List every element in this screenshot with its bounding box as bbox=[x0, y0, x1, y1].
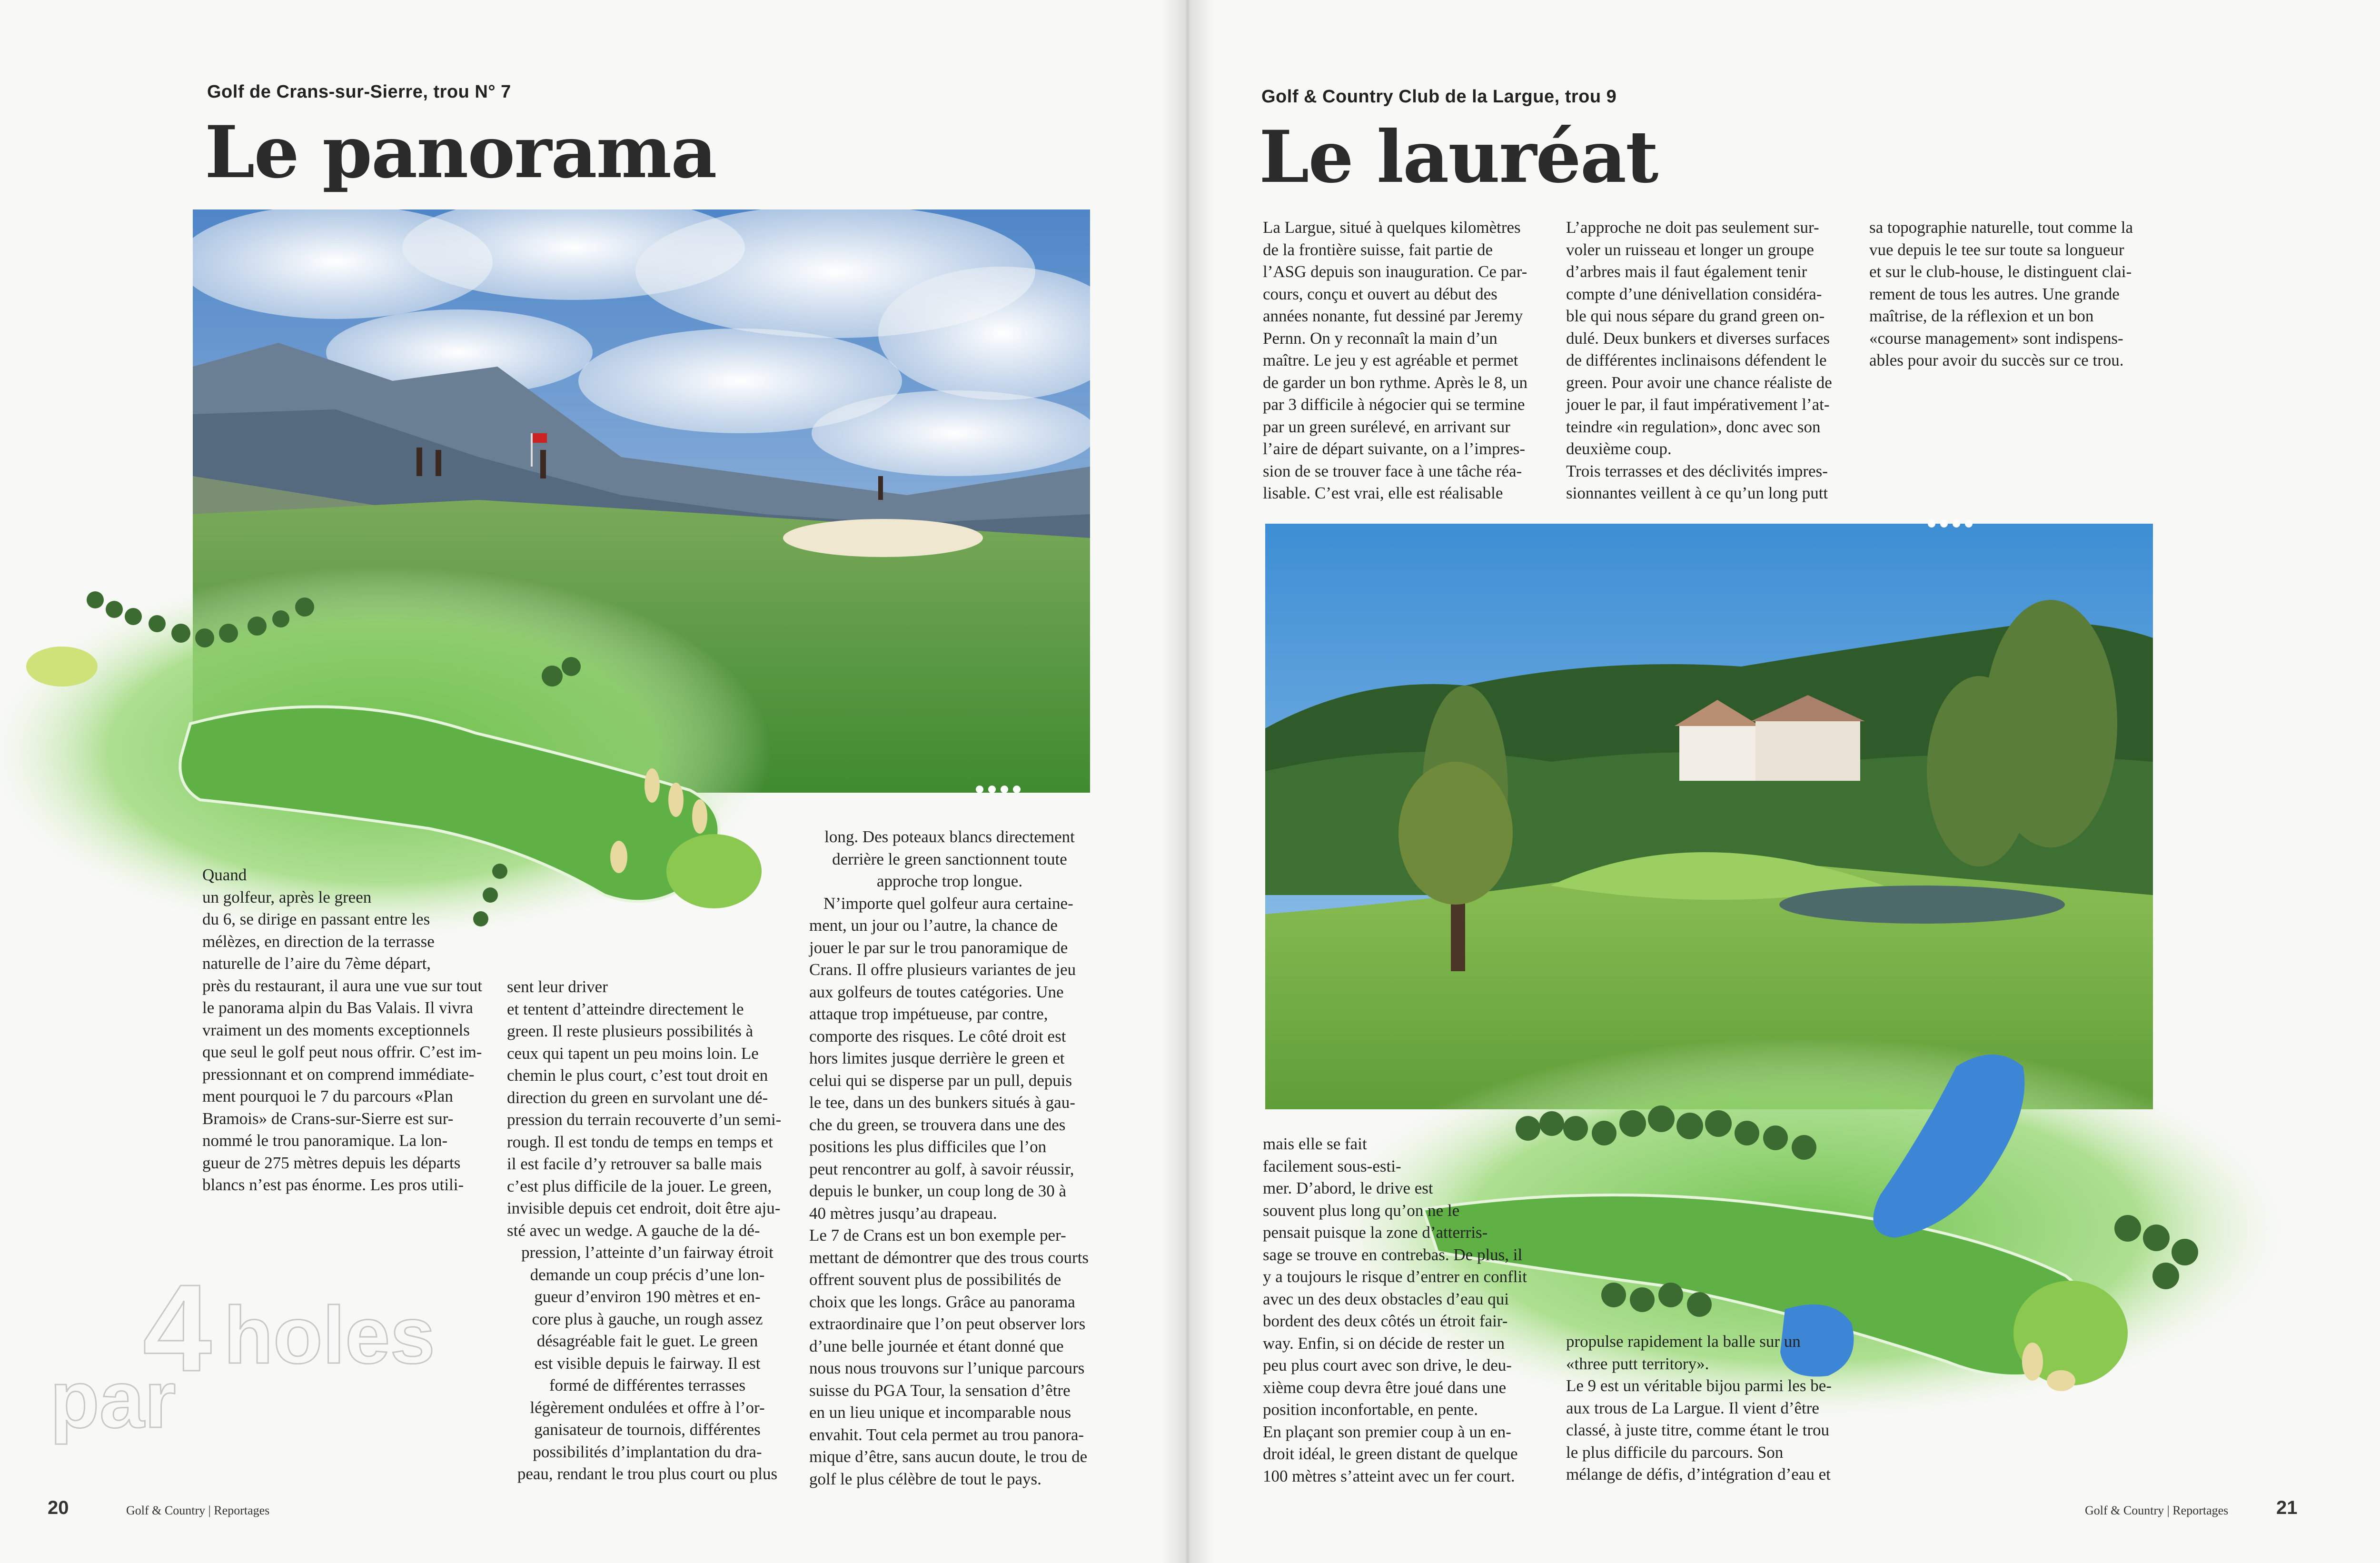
col-line: l’ASG depuis son inauguration. Ce par- bbox=[1263, 262, 1527, 281]
clubhouse-golf-photo bbox=[1265, 524, 2153, 1109]
col-line: vue depuis le tee sur toute sa longueur bbox=[1869, 240, 2124, 259]
col-line: teindre «in regulation», donc avec son bbox=[1566, 417, 1821, 436]
ornament-word-holes: holes bbox=[224, 1290, 436, 1381]
col-line: bordent des deux côtés un étroit fair- bbox=[1263, 1312, 1508, 1330]
col-line: offrent souvent plus de possibilités de bbox=[809, 1270, 1061, 1289]
left-page bbox=[0, 0, 1185, 1563]
col-line: position inconfortable, en pente. bbox=[1263, 1400, 1478, 1419]
col-line: sté avec un wedge. A gauche de la dé- bbox=[507, 1221, 760, 1240]
col-line: c’est plus difficile de la jouer. Le green, bbox=[507, 1176, 772, 1195]
col-line: voler un ruisseau et longer un groupe bbox=[1566, 240, 1814, 259]
col-line: «course management» sont indispens- bbox=[1869, 329, 2123, 348]
col-line: facilement sous-esti- bbox=[1263, 1156, 1401, 1175]
col-line: Quand bbox=[202, 866, 247, 884]
col-line: lisable. C’est vrai, elle est réalisable bbox=[1263, 484, 1503, 502]
col-line: direction du green en survolant une dé- bbox=[507, 1088, 768, 1107]
col-line: ment, un jour ou l’autre, la chance de bbox=[809, 916, 1058, 935]
col-line: ceux qui tapent un peu moins loin. Le bbox=[507, 1044, 759, 1063]
col-line: et sur le club-house, le distinguent clai- bbox=[1869, 262, 2132, 281]
col-line: en un lieu unique et incomparable nous bbox=[809, 1403, 1071, 1422]
col-line: rough. Il est tondu de temps en temps et bbox=[507, 1132, 773, 1151]
col-line: pression du terrain recouverte d’un semi- bbox=[507, 1110, 782, 1129]
col-line: jouer le par sur le trou panoramique de bbox=[809, 938, 1068, 957]
col-line: de la frontière suisse, fait partie de bbox=[1263, 240, 1493, 259]
col-line: xième coup devra être joué dans une bbox=[1263, 1378, 1507, 1397]
col-line: choix que les longs. Grâce au panorama bbox=[809, 1292, 1075, 1311]
col-line: Bramois» de Crans-sur-Sierre est sur- bbox=[202, 1109, 454, 1128]
col-line: depuis le bunker, un coup long de 30 à bbox=[809, 1182, 1067, 1200]
col-line: Trois terrasses et des déclivités impres- bbox=[1566, 461, 1828, 480]
col-line: souvent plus long qu’on ne le bbox=[1263, 1201, 1460, 1220]
col-line: blancs n’est pas énorme. Les pros utili- bbox=[202, 1175, 464, 1194]
col-line: ment pourquoi le 7 du parcours «Plan bbox=[202, 1087, 453, 1105]
col-line: Le 7 de Crans est un bon exemple per- bbox=[809, 1226, 1066, 1244]
left-kicker: Golf de Crans-sur-Sierre, trou N° 7 bbox=[207, 82, 511, 102]
col-line: derrière le green sanctionnent toute bbox=[832, 849, 1067, 868]
col-line: La Largue, situé à quelques kilomètres bbox=[1263, 218, 1521, 237]
col-line: green. Pour avoir une chance réaliste de bbox=[1566, 373, 1832, 392]
col-line: de différentes inclinaisons défendent le bbox=[1566, 351, 1827, 369]
col-line: sage se trouve en contrebas. De plus, il bbox=[1263, 1245, 1523, 1264]
col-line: est visible depuis le fairway. Il est bbox=[534, 1354, 761, 1373]
col-line: hors limites jusque derrière le green et bbox=[809, 1049, 1065, 1067]
col-line: formé de différentes terrasses bbox=[549, 1376, 746, 1394]
col-line: il est facile d’y retrouver sa balle mais bbox=[507, 1155, 762, 1173]
col-line: le tee, dans un des bunkers situés à gau- bbox=[809, 1093, 1075, 1112]
col-line: mer. D’abord, le drive est bbox=[1263, 1179, 1433, 1197]
page-number-right: 21 bbox=[2276, 1497, 2298, 1518]
col-line: droit idéal, le green distant de quelque bbox=[1263, 1444, 1518, 1463]
left-column-3 bbox=[809, 826, 1090, 1490]
col-line: che du green, se trouvera dans une des bbox=[809, 1115, 1066, 1134]
col-line: positions les plus difficiles que l’on bbox=[809, 1137, 1047, 1156]
col-line: ables pour avoir du succès sur ce trou. bbox=[1869, 351, 2124, 369]
left-column-2 bbox=[507, 976, 788, 1485]
col-line: Pernn. On y reconnaît la main d’un bbox=[1263, 329, 1497, 348]
col-line: sent leur driver bbox=[507, 977, 608, 996]
col-line: possibilités d’implantation du dra- bbox=[533, 1442, 762, 1461]
col-line: mélèzes, en direction de la terrasse bbox=[202, 932, 435, 951]
col-line: sion de se trouver face à une tâche réa- bbox=[1263, 461, 1522, 480]
col-line: suisse du PGA Tour, la sensation d’être bbox=[809, 1381, 1071, 1400]
col-line: aux golfeurs de toutes catégories. Une bbox=[809, 982, 1064, 1001]
col-line: golf le plus célèbre de tout le pays. bbox=[809, 1469, 1041, 1488]
footer-left: Golf & Country | Reportages bbox=[126, 1503, 270, 1517]
col-line: compte d’une dénivellation considéra- bbox=[1566, 284, 1822, 303]
col-line: nous nous trouvons sur l’unique parcours bbox=[809, 1359, 1085, 1377]
right-column-5 bbox=[1566, 1331, 1847, 1486]
col-line: par 3 difficile à négocier qui se termine bbox=[1263, 395, 1525, 414]
col-line: peut rencontrer au golf, à savoir réussir, bbox=[809, 1159, 1074, 1178]
col-line: vraiment un des moments exceptionnels bbox=[202, 1020, 470, 1039]
col-line: Le 9 est un véritable bijou parmi les be- bbox=[1566, 1376, 1832, 1395]
col-line: green. Il reste plusieurs possibilités à bbox=[507, 1022, 754, 1040]
ornament-word-par: par bbox=[50, 1354, 176, 1445]
right-column-2 bbox=[1566, 217, 1847, 505]
col-line: attaque trop impétueuse, par contre, bbox=[809, 1005, 1048, 1023]
photo-dots bbox=[976, 786, 1021, 793]
col-line: aux trous de La Largue. Il vient d’être bbox=[1566, 1398, 1819, 1417]
col-line: mique d’être, sans aucun doute, le trou de bbox=[809, 1447, 1088, 1466]
col-line: et tentent d’atteindre directement le bbox=[507, 999, 744, 1018]
col-line: 100 mètres s’atteint avec un fer court. bbox=[1263, 1466, 1515, 1485]
col-line: le plus difficile du parcours. Son bbox=[1566, 1443, 1784, 1462]
left-column-1 bbox=[202, 864, 483, 1196]
col-line: En plaçant son premier coup à un en- bbox=[1263, 1422, 1511, 1441]
col-line: approche trop longue. bbox=[876, 872, 1023, 890]
col-line: d’une belle journée et étant donné que bbox=[809, 1336, 1064, 1355]
col-line: sa topographie naturelle, tout comme la bbox=[1869, 218, 2133, 237]
col-line: peu plus court avec son drive, le deu- bbox=[1263, 1356, 1512, 1374]
spine-shadow bbox=[1161, 0, 1214, 1563]
col-line: d’arbres mais il faut également tenir bbox=[1566, 262, 1807, 281]
col-line: ble qui nous sépare du grand green on- bbox=[1566, 307, 1825, 325]
col-line: dulé. Deux bunkers et diverses surfaces bbox=[1566, 329, 1830, 348]
col-line: rement de tous les autres. Une grande bbox=[1869, 284, 2120, 303]
col-line: le panorama alpin du Bas Valais. Il vivra bbox=[202, 998, 473, 1017]
col-line: celui qui se disperse par un pull, depuis bbox=[809, 1071, 1072, 1090]
col-line: Crans. Il offre plusieurs variantes de jeu bbox=[809, 960, 1076, 979]
col-line: maîtrise, de la réflexion et un bon bbox=[1869, 307, 2094, 325]
col-line: nommé le trou panoramique. La lon- bbox=[202, 1131, 448, 1150]
col-line: légèrement ondulées et offre à l’or- bbox=[530, 1398, 765, 1417]
col-line: L’approche ne doit pas seulement sur- bbox=[1566, 218, 1819, 237]
col-line: gueur de 275 mètres depuis les départs bbox=[202, 1153, 461, 1172]
col-line: core plus à gauche, un rough assez bbox=[532, 1309, 763, 1328]
col-line: pensait puisque la zone d’atterris- bbox=[1263, 1223, 1488, 1242]
right-page bbox=[1185, 0, 2380, 1563]
col-line: près du restaurant, il aura une vue sur tout bbox=[202, 976, 483, 995]
col-line: comporte des risques. Le côté droit est bbox=[809, 1026, 1066, 1045]
col-line: demande un coup précis d’une lon- bbox=[530, 1265, 765, 1284]
col-line: un golfeur, après le green bbox=[202, 887, 372, 906]
col-line: 40 mètres jusqu’au drapeau. bbox=[809, 1204, 997, 1223]
page-number-left: 20 bbox=[48, 1497, 69, 1518]
right-column-1 bbox=[1263, 217, 1539, 505]
col-line: envahit. Tout cela permet au trou panora- bbox=[809, 1425, 1084, 1444]
col-line: de garder un bon rythme. Après le 8, un bbox=[1263, 373, 1527, 392]
col-line: ganisateur de tournois, différentes bbox=[534, 1420, 761, 1439]
col-line: mettant de démontrer que des trous courts bbox=[809, 1248, 1089, 1267]
col-line: maître. Le jeu y est agréable et permet bbox=[1263, 351, 1518, 369]
col-line: mélange de défis, d’intégration d’eau et bbox=[1566, 1465, 1831, 1483]
col-line: gueur d’environ 190 mètres et en- bbox=[534, 1287, 761, 1306]
col-line: chemin le plus court, c’est tout droit en bbox=[507, 1066, 768, 1085]
col-line: way. Enfin, si on décide de rester un bbox=[1263, 1334, 1505, 1353]
right-column-4 bbox=[1263, 1133, 1539, 1487]
left-headline: Le panorama bbox=[205, 110, 716, 194]
col-line: N’importe quel golfeur aura certaine- bbox=[823, 894, 1073, 913]
col-line: propulse rapidement la balle sur un bbox=[1566, 1332, 1801, 1351]
col-line: long. Des poteaux blancs directement bbox=[824, 827, 1075, 846]
col-line: «three putt territory». bbox=[1566, 1354, 1709, 1373]
col-line: naturelle de l’aire du 7ème départ, bbox=[202, 954, 431, 973]
photo-dots bbox=[1928, 520, 1973, 528]
col-line: deuxième coup. bbox=[1566, 439, 1672, 458]
footer-right: Golf & Country | Reportages bbox=[2085, 1503, 2229, 1517]
right-column-3 bbox=[1869, 217, 2150, 372]
col-line: pression, l’atteinte d’un fairway étroit bbox=[521, 1243, 774, 1262]
col-line: y a toujours le risque d’entrer en conflit bbox=[1263, 1267, 1527, 1286]
right-headline: Le lauréat bbox=[1259, 115, 1658, 199]
col-line: du 6, se dirige en passant entre les bbox=[202, 910, 430, 928]
right-kicker: Golf & Country Club de la Largue, trou 9 bbox=[1261, 87, 1617, 107]
col-line: l’aire de départ suivante, on a l’impres- bbox=[1263, 439, 1526, 458]
col-line: que seul le golf peut nous offrir. C’est im- bbox=[202, 1043, 482, 1061]
col-line: mais elle se fait bbox=[1263, 1135, 1367, 1153]
col-line: cours, conçu et ouvert au début des bbox=[1263, 284, 1497, 303]
ornament-number: 4 bbox=[143, 1259, 212, 1397]
col-line: extraordinaire que l’on peut observer lors bbox=[809, 1314, 1086, 1333]
col-line: sionnantes veillent à ce qu’un long putt bbox=[1566, 484, 1828, 502]
col-line: peau, rendant le trou plus court ou plus bbox=[517, 1464, 778, 1483]
col-line: invisible depuis cet endroit, doit être aju- bbox=[507, 1199, 781, 1217]
col-line: désagréable fait le guet. Le green bbox=[536, 1332, 758, 1350]
col-line: classé, à juste titre, comme étant le trou bbox=[1566, 1421, 1829, 1439]
col-line: pressionnant et on comprend immédiate- bbox=[202, 1065, 475, 1084]
col-line: jouer le par, il faut impérativement l’at- bbox=[1566, 395, 1830, 414]
col-line: par un green surélevé, en arrivant sur bbox=[1263, 417, 1510, 436]
col-line: années nonante, fut dessiné par Jeremy bbox=[1263, 307, 1523, 325]
col-line: avec un des deux obstacles d’eau qui bbox=[1263, 1289, 1509, 1308]
